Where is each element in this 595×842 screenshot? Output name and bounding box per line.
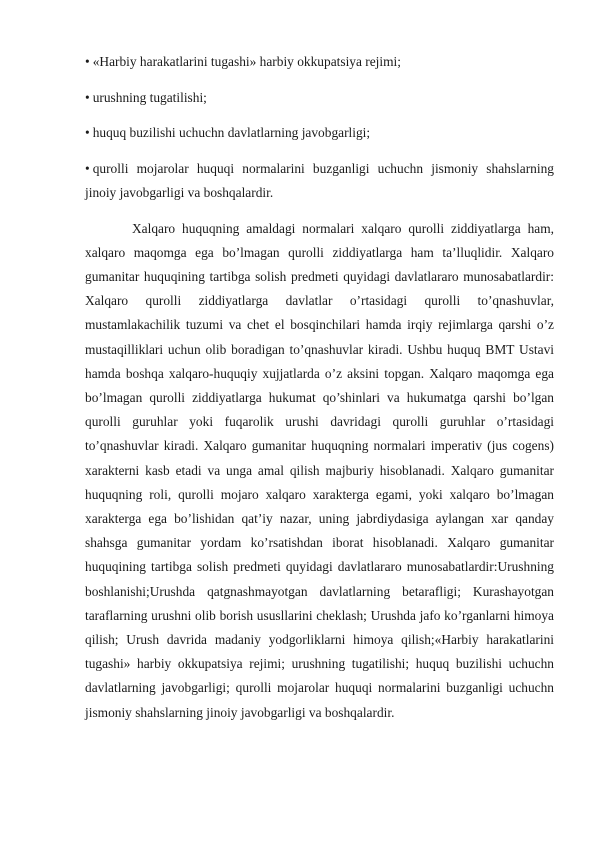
bullet-item xyxy=(85,50,554,74)
bullet-marker: • xyxy=(85,54,90,69)
bullet-item xyxy=(85,157,554,205)
bullet-marker: • xyxy=(85,125,90,141)
bullet-text: qurolli mojarolar huquqi normalarini buzganligi uchuchn jismoniy shahslarning jinoiy javobgarligi va boshqalardir. xyxy=(85,160,554,200)
bullet-text: huquq buzilishi uchuchn davlatlarning javobgarligi; xyxy=(92,125,371,141)
bullet-item xyxy=(85,86,554,110)
document-page xyxy=(85,50,554,725)
body-paragraph: Xalqaro huquqning amaldagi normalari xalqaro qurolli ziddiyatlarga ham, xalqaro maqomga ega bo’lmagan qurolli ziddiyatlarga ham ta’lluqlidir. Xalqaro gumanitar huquqining tartibga solish predmeti quyidagi davlatlararo munosabatlardir: Xalqaro qurolli ziddiyatlarga davlatlar o’rtasidagi qurolli to’qnashuvlar, mustamlakachilik tuzumi va chet el bosqinchilari hamda irqiy rejimlarga qarshi o’z mustaqilliklari uchun olib boradigan to’qnashuvlar kiradi. Ushbu huquq BMT Ustavi hamda boshqa xalqaro-huquqiy xujjatlarda o’z aksini topgan. Xalqaro maqomga ega bo’lmagan qurolli ziddiyatlarga hukumat qo’shinlari va hukumatga qarshi bo’lgan qurolli guruhlar yoki fuqarolik urushi davridagi qurolli guruhlar o’rtasidagi to’qnashuvlar kiradi. Xalqaro gumanitar huquqning normalari imperativ (jus cogens) xarakterni kasb etadi va unga amal qilish majburiy hisoblanadi. Xalqaro gumanitar huquqning roli, qurolli mojaro xalqaro xarakterga egami, yoki xalqaro bo’lmagan xarakterga ega bo’lishidan qat’iy nazar, uning jabrdiydasiga aylangan xar qanday shahsga gumanitar yordam ko’rsatishdan iborat hisoblanadi. Xalqaro gumanitar huquqining tartibga solish predmeti quyidagi davlatlararo munosabatlardir:Urushning boshlanishi;Urushda qatgnashmayotgan davlatlarning betarafligi; Kurashayotgan taraflarning urushni olib borish ususllarini cheklash; Urushda jafo ko’rganlarni himoya qilish; Urush davrida madaniy yodgorliklarni himoya qilish;«Harbiy harakatlarini tugashi» harbiy okkupatsiya rejimi; urushning tugatilishi; huquq buzilishi uchuchn davlatlarning javobgarligi; qurolli mojarolar huquqi normalarini buzganligi uchuchn jismoniy shahslarning jinoiy javobgarligi va boshqalardir. xyxy=(85,220,554,720)
bullet-marker: • xyxy=(85,160,90,176)
bullet-text: urushning tugatilishi; xyxy=(92,89,207,105)
bullet-text: «Harbiy harakatlarini tugashi» harbiy okkupatsiya rejimi; xyxy=(92,54,401,69)
bullet-item xyxy=(85,121,554,145)
bullet-marker: • xyxy=(85,89,90,105)
